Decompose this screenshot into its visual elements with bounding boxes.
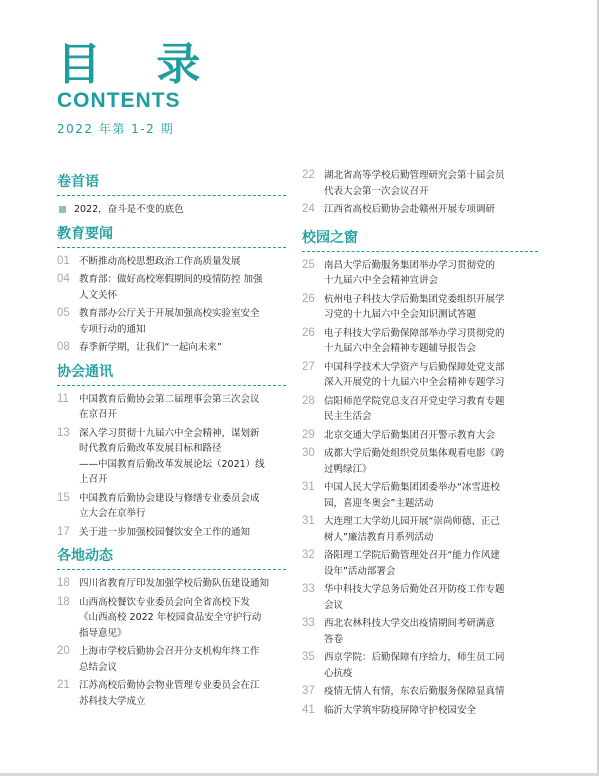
toc-title-line: 树人”廉洁教育月系列活动 (324, 531, 434, 543)
toc-page-number: 15 (57, 491, 70, 504)
toc-title-line: 上召开 (79, 474, 108, 485)
toc-page-number: 04 (57, 273, 70, 285)
toc-page-number: 25 (302, 258, 315, 271)
toc-title (324, 684, 505, 700)
toc-title (79, 491, 260, 522)
toc-title-line: 疫情无情人有情，东农后勤服务保障显真情 (324, 686, 505, 697)
toc-entry[interactable] (302, 168, 538, 199)
toc-entry[interactable] (57, 491, 286, 522)
toc-title-line: 设年”活动部署会 (324, 565, 396, 577)
toc-title-line: 西北农林科技大学交出疫情期间考研满意 (324, 618, 496, 629)
toc-entry[interactable] (57, 254, 286, 270)
toc-title-line: 临沂大学筑牢防疫屏障守护校园安全 (324, 704, 477, 716)
toc-title-line: 深入学习贯彻十九届六中全会精神，谋划新 (79, 427, 260, 439)
page-title: 目 录 (57, 39, 221, 90)
toc-page-number: 35 (302, 651, 315, 663)
toc-title-line: 中国教育后勤协会第二届理事会第三次会议 (79, 393, 260, 405)
toc-title-line: 中国科学技术大学资产与后勤保障处党支部 (324, 361, 505, 373)
toc-title-line: 西京学院：后勤保障有序给力，师生员工同 (324, 652, 505, 663)
toc-entry[interactable] (57, 595, 286, 642)
section-heading: 各地动态 (57, 548, 113, 564)
toc-title (79, 644, 260, 675)
toc-page-number: 05 (57, 307, 70, 319)
toc-title-line: 上海市学校后勤协会召开分支机构年终工作 (79, 646, 260, 657)
toc-title (324, 326, 505, 357)
square-bullet-icon (59, 206, 66, 213)
toc-page-number: 22 (302, 169, 315, 181)
section-divider (57, 569, 286, 570)
toc-entry[interactable] (57, 426, 286, 488)
section-divider (57, 247, 286, 248)
right-column (302, 168, 538, 724)
section-divider (57, 385, 286, 386)
toc-entry[interactable] (302, 202, 538, 218)
toc-page-number: 33 (302, 583, 315, 595)
toc-page-number: 13 (57, 426, 70, 439)
toc-title-line: 教育部：做好高校寒假期间的疫情防控 加强 (79, 274, 263, 285)
toc-entry[interactable] (57, 202, 286, 218)
toc-entry[interactable] (302, 703, 538, 719)
toc-title-line: 时代教育后勤改革发展目标和路径 (79, 443, 222, 454)
toc-title-line: 关于进一步加强校园餐饮安全工作的通知 (79, 526, 251, 538)
toc-entry[interactable] (57, 678, 286, 709)
toc-section (57, 362, 286, 541)
toc-title (79, 392, 260, 423)
toc-page-number: 31 (302, 481, 315, 493)
toc-title (324, 446, 505, 477)
toc-title (324, 292, 505, 323)
toc-title-line: 十九届六中全会精神专题辅导报告会 (324, 343, 477, 354)
toc-title-line: 代表大会第一次会议召开 (324, 185, 429, 197)
toc-entry[interactable] (302, 684, 538, 700)
continued-entries (302, 168, 538, 218)
toc-title-line: 华中科技大学总务后勤处召开防疫工作专题 (324, 584, 505, 595)
toc-title-line: 园，喜迎冬奥会”主题活动 (324, 497, 434, 509)
toc-page-number: 01 (57, 254, 70, 267)
toc-title (324, 428, 495, 444)
toc-title (79, 306, 260, 337)
toc-title (324, 616, 495, 647)
toc-title (324, 360, 505, 391)
section-heading: 协会通讯 (57, 363, 113, 380)
section-heading: 教育要闻 (57, 225, 113, 242)
left-column (57, 172, 286, 715)
toc-title (324, 168, 505, 199)
toc-title (324, 480, 500, 511)
toc-title-line: 不断推动高校思想政治工作高质量发展 (79, 255, 241, 267)
toc-page-number: 11 (57, 392, 69, 405)
toc-page-number: 29 (302, 428, 315, 441)
toc-title-line: 电子科技大学后勤保障部举办学习贯彻党的 (324, 327, 505, 339)
toc-entry[interactable] (302, 480, 538, 511)
toc-title (324, 514, 500, 545)
toc-entry[interactable] (302, 446, 538, 477)
toc-entry[interactable] (57, 576, 286, 592)
toc-title (79, 595, 261, 642)
toc-page-number: 28 (302, 394, 315, 407)
toc-title (79, 678, 260, 709)
toc-section (57, 172, 286, 218)
toc-entry[interactable] (57, 306, 286, 337)
section-heading: 卷首语 (57, 174, 99, 190)
toc-title (79, 340, 222, 356)
toc-entry[interactable] (302, 428, 538, 444)
toc-title-line: 四川省教育厅印发加强学校后勤队伍建设通知 (79, 578, 270, 589)
toc-entry[interactable] (57, 272, 286, 303)
toc-title (324, 703, 476, 719)
toc-title-line: 洛阳理工学院后勤管理处召开“能力作风建 (324, 550, 500, 561)
toc-page-number: 18 (57, 577, 70, 589)
toc-entry[interactable] (302, 326, 538, 357)
toc-entry[interactable] (57, 340, 286, 356)
toc-title-line: 人文关怀 (79, 289, 118, 301)
toc-entry[interactable] (302, 616, 538, 647)
toc-title-line: 成都大学后勤处组织党员集体观看电影《跨 (324, 448, 505, 459)
toc-title (79, 525, 250, 541)
toc-title-line: 江苏高校后勤协会物业管理专业委员会在江 (79, 680, 260, 691)
toc-page-number: 24 (302, 203, 315, 215)
toc-title (79, 254, 241, 270)
toc-title (79, 272, 263, 303)
toc-title-line: 春季新学期，让我们“一起向未来” (79, 342, 222, 353)
toc-page-number: 37 (302, 685, 315, 697)
toc-title (324, 258, 495, 289)
toc-title-line: 习党的十九届六中全会知识测试答题 (324, 309, 477, 320)
toc-page-number: 41 (302, 703, 315, 716)
toc-entry[interactable] (302, 514, 538, 545)
page-subtitle: CONTENTS (57, 89, 181, 112)
toc-title-line: 在京召开 (79, 409, 118, 420)
toc-entry[interactable] (302, 548, 538, 579)
toc-page-number: 27 (302, 360, 315, 373)
toc-page-number: 18 (57, 595, 70, 608)
toc-page-number: 26 (302, 292, 315, 305)
toc-title (324, 394, 505, 425)
toc-title-line: 总结会议 (79, 661, 118, 673)
toc-page-number: 21 (57, 679, 70, 691)
toc-title (324, 582, 505, 613)
toc-page-number: 32 (302, 549, 315, 561)
toc-title-line: 南昌大学后勤服务集团举办学习贯彻党的 (324, 259, 496, 271)
toc-title-line: 过鸭绿江》 (324, 463, 372, 475)
toc-title (74, 202, 184, 218)
toc-page-number: 26 (302, 326, 315, 339)
toc-title (324, 548, 500, 579)
toc-title-line: ——中国教育后勤改革发展论坛（2021）线 (79, 458, 265, 470)
toc-entry[interactable] (302, 360, 538, 391)
toc-title-line: 专项行动的通知 (79, 323, 146, 335)
toc-entry[interactable] (302, 292, 538, 323)
toc-title-line: 立大会在京举行 (79, 508, 146, 519)
toc-entry[interactable] (302, 258, 538, 289)
toc-title-line: 会议 (324, 599, 344, 611)
toc-title-line: 信阳师范学院党总支召开党史学习教育专题 (324, 395, 505, 407)
toc-title-line: 民主生活会 (324, 411, 372, 422)
toc-page-number: 33 (302, 617, 315, 629)
toc-page-number: 20 (57, 645, 70, 657)
toc-section (302, 228, 538, 719)
toc-title-line: 《山西高校 2022 年校园食品安全守护行动 (79, 612, 262, 623)
toc-title (324, 202, 495, 218)
issue-label: 2022 年第 1-2 期 (57, 122, 175, 136)
toc-title-line: 深入开展党的十九届六中全会精神专题学习 (324, 377, 505, 388)
toc-title-line: 2022，奋斗是不变的底色 (74, 204, 184, 215)
toc-section (57, 546, 286, 709)
toc-title-line: 大连理工大学幼儿园开展“崇尚师德、正己 (324, 516, 500, 527)
toc-page-number: 17 (57, 525, 70, 538)
toc-entry[interactable] (302, 394, 538, 425)
toc-title (324, 650, 505, 681)
toc-entry[interactable] (302, 650, 538, 681)
toc-title-line: 北京交通大学后勤集团召开警示教育大会 (324, 429, 496, 441)
toc-title-line: 心抗疫 (324, 667, 353, 679)
toc-title-line: 指导意见》 (79, 627, 127, 639)
toc-entry[interactable] (57, 392, 286, 423)
section-heading: 校园之窗 (302, 229, 358, 246)
toc-page-number: 30 (302, 447, 315, 459)
toc-title-line: 中国教育后勤协会建设与修缮专业委员会成 (79, 492, 260, 504)
toc-title-line: 江西省高校后勤协会赴赣州开展专项调研 (324, 204, 496, 215)
toc-section (57, 224, 286, 356)
toc-title-line: 山西高校餐饮专业委员会向全省高校下发 (79, 596, 251, 608)
toc-title-line: 杭州电子科技大学后勤集团党委组织开展学 (324, 293, 505, 305)
toc-entry[interactable] (302, 582, 538, 613)
toc-title-line: 答卷 (324, 633, 344, 645)
toc-title-line: 十九届六中全会精神宣讲会 (324, 275, 439, 286)
toc-title (79, 576, 269, 592)
toc-title-line: 苏科技大学成立 (79, 695, 146, 707)
toc-page-number: 08 (57, 341, 70, 353)
toc-entry[interactable] (57, 525, 286, 541)
toc-page-number: 31 (302, 515, 315, 527)
toc-title-line: 中国人民大学后勤集团团委举办“冰雪进校 (324, 482, 500, 493)
section-divider (57, 195, 286, 196)
toc-title (79, 426, 265, 488)
toc-title-line: 湖北省高等学校后勤管理研究会第十届会员 (324, 170, 505, 181)
toc-entry[interactable] (57, 644, 286, 675)
section-divider (302, 251, 538, 252)
toc-title-line: 教育部办公厅关于开展加强高校实验室安全 (79, 308, 260, 319)
